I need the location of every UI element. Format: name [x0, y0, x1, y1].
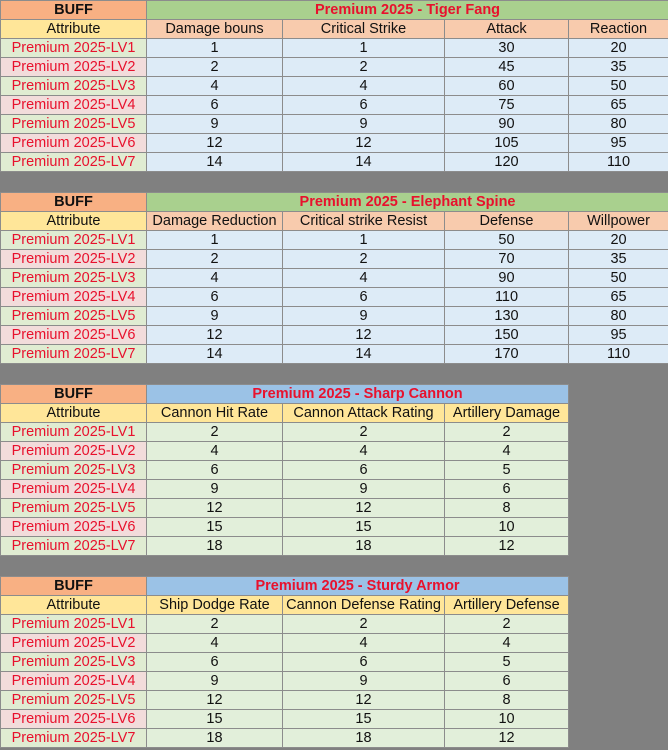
- value-cell[interactable]: 1: [283, 39, 445, 58]
- value-cell[interactable]: 14: [283, 153, 445, 172]
- table-row: [1, 480, 569, 499]
- value-cell[interactable]: 18: [147, 729, 283, 748]
- value-cell[interactable]: 9: [147, 672, 283, 691]
- table-row: [1, 634, 569, 653]
- level-cell[interactable]: Premium 2025-LV5: [1, 115, 147, 134]
- level-cell[interactable]: Premium 2025-LV5: [1, 691, 147, 710]
- value-cell[interactable]: 4: [445, 634, 569, 653]
- value-cell[interactable]: 120: [445, 153, 569, 172]
- table-title-cell[interactable]: Premium 2025 - Sturdy Armor: [147, 577, 569, 596]
- level-cell[interactable]: Premium 2025-LV6: [1, 134, 147, 153]
- table-title-cell[interactable]: Premium 2025 - Tiger Fang: [147, 1, 668, 20]
- value-cell[interactable]: 1: [283, 231, 445, 250]
- value-cell[interactable]: 14: [147, 153, 283, 172]
- value-cell[interactable]: 2: [147, 250, 283, 269]
- buff-label-cell[interactable]: BUFF: [1, 1, 147, 20]
- value-cell[interactable]: 12: [445, 729, 569, 748]
- value-cell[interactable]: 12: [147, 691, 283, 710]
- value-cell[interactable]: 6: [147, 653, 283, 672]
- buff-label-cell[interactable]: BUFF: [1, 193, 147, 212]
- buff-label-cell[interactable]: BUFF: [1, 385, 147, 404]
- value-cell[interactable]: 8: [445, 499, 569, 518]
- attribute-header-cell[interactable]: Attribute: [1, 596, 147, 615]
- column-header-damage-bouns[interactable]: Damage bouns: [147, 20, 283, 39]
- value-cell[interactable]: 12: [283, 134, 445, 153]
- level-cell[interactable]: Premium 2025-LV4: [1, 672, 147, 691]
- value-cell[interactable]: 6: [147, 288, 283, 307]
- value-cell[interactable]: 12: [283, 326, 445, 345]
- value-cell[interactable]: 50: [445, 231, 569, 250]
- value-cell[interactable]: 50: [569, 269, 668, 288]
- value-cell[interactable]: 12: [147, 499, 283, 518]
- value-cell[interactable]: 15: [147, 710, 283, 729]
- premium-2025-tiger-fang-table: [0, 0, 668, 172]
- header-row: [1, 404, 569, 423]
- column-header-ship-dodge-rate[interactable]: Ship Dodge Rate: [147, 596, 283, 615]
- value-cell[interactable]: 12: [147, 134, 283, 153]
- value-cell[interactable]: 2: [445, 615, 569, 634]
- value-cell[interactable]: 1: [147, 39, 283, 58]
- table-row: [1, 307, 668, 326]
- value-cell[interactable]: 12: [445, 537, 569, 556]
- level-cell[interactable]: Premium 2025-LV5: [1, 499, 147, 518]
- attribute-header-cell[interactable]: Attribute: [1, 212, 147, 231]
- value-cell[interactable]: 9: [147, 115, 283, 134]
- table-row: [1, 518, 569, 537]
- value-cell[interactable]: 18: [283, 729, 445, 748]
- table-row: [1, 269, 668, 288]
- level-cell[interactable]: Premium 2025-LV2: [1, 58, 147, 77]
- table-row: [1, 461, 569, 480]
- table-row: [1, 499, 569, 518]
- value-cell[interactable]: 4: [283, 269, 445, 288]
- level-cell[interactable]: Premium 2025-LV3: [1, 653, 147, 672]
- value-cell[interactable]: 35: [569, 250, 668, 269]
- value-cell[interactable]: 80: [569, 115, 668, 134]
- level-cell[interactable]: Premium 2025-LV3: [1, 77, 147, 96]
- premium-2025-sturdy-armor-table: [0, 576, 569, 748]
- value-cell[interactable]: 9: [283, 480, 445, 499]
- value-cell[interactable]: 1: [147, 231, 283, 250]
- column-header-artillery-damage[interactable]: Artillery Damage: [445, 404, 569, 423]
- value-cell[interactable]: 75: [445, 96, 569, 115]
- value-cell[interactable]: 4: [147, 634, 283, 653]
- value-cell[interactable]: 70: [445, 250, 569, 269]
- level-cell[interactable]: Premium 2025-LV1: [1, 231, 147, 250]
- level-cell[interactable]: Premium 2025-LV1: [1, 615, 147, 634]
- column-header-artillery-defense[interactable]: Artillery Defense: [445, 596, 569, 615]
- value-cell[interactable]: 18: [283, 537, 445, 556]
- level-cell[interactable]: Premium 2025-LV3: [1, 461, 147, 480]
- value-cell[interactable]: 9: [147, 480, 283, 499]
- title-row: [1, 577, 569, 596]
- buff-label-cell[interactable]: BUFF: [1, 577, 147, 596]
- table-row: [1, 672, 569, 691]
- value-cell[interactable]: 2: [147, 58, 283, 77]
- value-cell[interactable]: 110: [445, 288, 569, 307]
- value-cell[interactable]: 4: [445, 442, 569, 461]
- value-cell[interactable]: 12: [283, 499, 445, 518]
- value-cell[interactable]: 4: [147, 77, 283, 96]
- value-cell[interactable]: 20: [569, 231, 668, 250]
- table-row: [1, 77, 668, 96]
- value-cell[interactable]: 14: [147, 345, 283, 364]
- level-cell[interactable]: Premium 2025-LV2: [1, 442, 147, 461]
- table-row: [1, 537, 569, 556]
- value-cell[interactable]: 170: [445, 345, 569, 364]
- level-cell[interactable]: Premium 2025-LV7: [1, 345, 147, 364]
- value-cell[interactable]: 10: [445, 518, 569, 537]
- value-cell[interactable]: 6: [283, 96, 445, 115]
- table-row: [1, 710, 569, 729]
- premium-2025-sharp-cannon-table: [0, 384, 569, 556]
- level-cell[interactable]: Premium 2025-LV7: [1, 153, 147, 172]
- column-header-attack[interactable]: Attack: [445, 20, 569, 39]
- value-cell[interactable]: 2: [283, 423, 445, 442]
- value-cell[interactable]: 6: [147, 461, 283, 480]
- value-cell[interactable]: 110: [569, 345, 668, 364]
- table-row: [1, 615, 569, 634]
- table-row: [1, 231, 668, 250]
- level-cell[interactable]: Premium 2025-LV5: [1, 307, 147, 326]
- value-cell[interactable]: 105: [445, 134, 569, 153]
- level-cell[interactable]: Premium 2025-LV1: [1, 39, 147, 58]
- title-row: [1, 1, 668, 20]
- level-cell[interactable]: Premium 2025-LV1: [1, 423, 147, 442]
- value-cell[interactable]: 2: [283, 250, 445, 269]
- level-cell[interactable]: Premium 2025-LV4: [1, 480, 147, 499]
- value-cell[interactable]: 35: [569, 58, 668, 77]
- value-cell[interactable]: 12: [283, 691, 445, 710]
- column-header-reaction[interactable]: Reaction: [569, 20, 668, 39]
- value-cell[interactable]: 5: [445, 461, 569, 480]
- level-cell[interactable]: Premium 2025-LV6: [1, 518, 147, 537]
- value-cell[interactable]: 4: [283, 442, 445, 461]
- value-cell[interactable]: 9: [147, 307, 283, 326]
- value-cell[interactable]: 15: [147, 518, 283, 537]
- column-header-cannon-attack-rating[interactable]: Cannon Attack Rating: [283, 404, 445, 423]
- value-cell[interactable]: 9: [283, 307, 445, 326]
- table-row: [1, 96, 668, 115]
- value-cell[interactable]: 150: [445, 326, 569, 345]
- table-row: [1, 442, 569, 461]
- level-cell[interactable]: Premium 2025-LV7: [1, 729, 147, 748]
- title-row: [1, 193, 668, 212]
- title-row: [1, 385, 569, 404]
- level-cell[interactable]: Premium 2025-LV2: [1, 250, 147, 269]
- column-header-damage-reduction[interactable]: Damage Reduction: [147, 212, 283, 231]
- value-cell[interactable]: 4: [147, 269, 283, 288]
- value-cell[interactable]: 2: [147, 423, 283, 442]
- column-header-cannon-defense-rating[interactable]: Cannon Defense Rating: [283, 596, 445, 615]
- premium-2025-elephant-spine-table: [0, 192, 668, 364]
- level-cell[interactable]: Premium 2025-LV4: [1, 96, 147, 115]
- value-cell[interactable]: 2: [445, 423, 569, 442]
- value-cell[interactable]: 4: [283, 77, 445, 96]
- level-cell[interactable]: Premium 2025-LV2: [1, 634, 147, 653]
- value-cell[interactable]: 65: [569, 288, 668, 307]
- table-row: [1, 250, 668, 269]
- table-row: [1, 423, 569, 442]
- attribute-header-cell[interactable]: Attribute: [1, 404, 147, 423]
- value-cell[interactable]: 4: [147, 442, 283, 461]
- header-row: [1, 596, 569, 615]
- value-cell[interactable]: 9: [283, 672, 445, 691]
- column-header-critical-strike[interactable]: Critical Strike: [283, 20, 445, 39]
- value-cell[interactable]: 90: [445, 115, 569, 134]
- value-cell[interactable]: 65: [569, 96, 668, 115]
- column-header-cannon-hit-rate[interactable]: Cannon Hit Rate: [147, 404, 283, 423]
- value-cell[interactable]: 4: [283, 634, 445, 653]
- column-header-willpower[interactable]: Willpower: [569, 212, 668, 231]
- table-row: [1, 115, 668, 134]
- value-cell[interactable]: 6: [147, 96, 283, 115]
- value-cell[interactable]: 95: [569, 134, 668, 153]
- table-row: [1, 729, 569, 748]
- value-cell[interactable]: 50: [569, 77, 668, 96]
- value-cell[interactable]: 95: [569, 326, 668, 345]
- column-header-defense[interactable]: Defense: [445, 212, 569, 231]
- value-cell[interactable]: 6: [283, 288, 445, 307]
- header-row: [1, 212, 668, 231]
- level-cell[interactable]: Premium 2025-LV6: [1, 710, 147, 729]
- column-header-critical-strike-resist[interactable]: Critical strike Resist: [283, 212, 445, 231]
- table-row: [1, 345, 668, 364]
- value-cell[interactable]: 30: [445, 39, 569, 58]
- value-cell[interactable]: 10: [445, 710, 569, 729]
- table-row: [1, 134, 668, 153]
- value-cell[interactable]: 12: [147, 326, 283, 345]
- value-cell[interactable]: 130: [445, 307, 569, 326]
- table-row: [1, 326, 668, 345]
- value-cell[interactable]: 45: [445, 58, 569, 77]
- value-cell[interactable]: 2: [147, 615, 283, 634]
- level-cell[interactable]: Premium 2025-LV7: [1, 537, 147, 556]
- value-cell[interactable]: 15: [283, 710, 445, 729]
- value-cell[interactable]: 90: [445, 269, 569, 288]
- value-cell[interactable]: 6: [445, 672, 569, 691]
- value-cell[interactable]: 9: [283, 115, 445, 134]
- value-cell[interactable]: 6: [283, 653, 445, 672]
- table-row: [1, 288, 668, 307]
- attribute-header-cell[interactable]: Attribute: [1, 20, 147, 39]
- table-row: [1, 691, 569, 710]
- header-row: [1, 20, 668, 39]
- value-cell[interactable]: 20: [569, 39, 668, 58]
- value-cell[interactable]: 14: [283, 345, 445, 364]
- table-title-cell[interactable]: Premium 2025 - Sharp Cannon: [147, 385, 569, 404]
- level-cell[interactable]: Premium 2025-LV4: [1, 288, 147, 307]
- value-cell[interactable]: 60: [445, 77, 569, 96]
- table-row: [1, 58, 668, 77]
- value-cell[interactable]: 6: [283, 461, 445, 480]
- value-cell[interactable]: 8: [445, 691, 569, 710]
- level-cell[interactable]: Premium 2025-LV6: [1, 326, 147, 345]
- value-cell[interactable]: 5: [445, 653, 569, 672]
- level-cell[interactable]: Premium 2025-LV3: [1, 269, 147, 288]
- value-cell[interactable]: 2: [283, 58, 445, 77]
- table-title-cell[interactable]: Premium 2025 - Elephant Spine: [147, 193, 668, 212]
- value-cell[interactable]: 110: [569, 153, 668, 172]
- table-row: [1, 39, 668, 58]
- value-cell[interactable]: 6: [445, 480, 569, 499]
- table-row: [1, 653, 569, 672]
- value-cell[interactable]: 18: [147, 537, 283, 556]
- table-row: [1, 153, 668, 172]
- value-cell[interactable]: 2: [283, 615, 445, 634]
- value-cell[interactable]: 15: [283, 518, 445, 537]
- value-cell[interactable]: 80: [569, 307, 668, 326]
